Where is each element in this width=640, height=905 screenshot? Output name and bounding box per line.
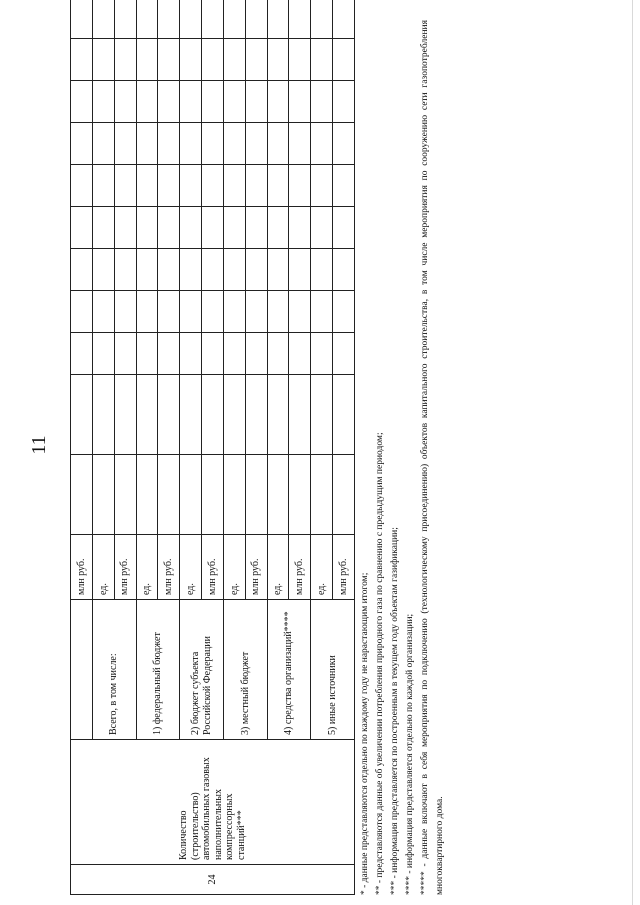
- unit-cell: ед.: [180, 535, 202, 600]
- value-cell: [245, 333, 267, 375]
- value-cell: [245, 39, 267, 81]
- value-cell: [114, 81, 136, 123]
- value-cell: [71, 81, 93, 123]
- unit-cell: ед.: [223, 535, 245, 600]
- unit-cell: млн руб.: [158, 535, 180, 600]
- value-cell: [311, 455, 333, 535]
- value-cell: [71, 207, 93, 249]
- value-cell: [267, 165, 289, 207]
- data-table: [70, 0, 355, 895]
- source-label: 2) бюджет субъекта Российской Федерации: [180, 600, 224, 740]
- value-cell: [311, 0, 333, 39]
- value-cell: [267, 291, 289, 333]
- value-cell: [267, 81, 289, 123]
- value-cell: [180, 165, 202, 207]
- value-cell: [114, 39, 136, 81]
- value-cell: [136, 0, 158, 39]
- value-cell: [223, 333, 245, 375]
- value-cell: [267, 0, 289, 39]
- value-cell: [92, 291, 114, 333]
- value-cell: [202, 165, 224, 207]
- value-cell: [245, 455, 267, 535]
- value-cell: [202, 249, 224, 291]
- value-cell: [311, 81, 333, 123]
- value-cell: [92, 249, 114, 291]
- value-cell: [333, 39, 355, 81]
- value-cell: [92, 39, 114, 81]
- value-cell: [114, 0, 136, 39]
- value-cell: [245, 0, 267, 39]
- value-cell: [333, 81, 355, 123]
- unit-cell: млн руб.: [114, 535, 136, 600]
- value-cell: [223, 123, 245, 165]
- value-cell: [136, 291, 158, 333]
- value-cell: [333, 249, 355, 291]
- unit-cell: ед.: [136, 535, 158, 600]
- value-cell: [223, 249, 245, 291]
- value-cell: [158, 291, 180, 333]
- value-cell: [180, 123, 202, 165]
- value-cell: [333, 123, 355, 165]
- value-cell: [158, 207, 180, 249]
- value-cell: [71, 0, 93, 39]
- value-cell: [92, 0, 114, 39]
- value-cell: [267, 249, 289, 291]
- value-cell: [92, 207, 114, 249]
- value-cell: [92, 375, 114, 455]
- value-cell: [289, 165, 311, 207]
- source-label: 5) иные источники: [311, 600, 355, 740]
- unit-cell: ед.: [311, 535, 333, 600]
- unit-cell: ед.: [92, 535, 114, 600]
- value-cell: [71, 39, 93, 81]
- value-cell: [289, 0, 311, 39]
- value-cell: [333, 291, 355, 333]
- value-cell: [245, 249, 267, 291]
- value-cell: [158, 333, 180, 375]
- value-cell: [289, 39, 311, 81]
- value-cell: [158, 39, 180, 81]
- value-cell: [311, 207, 333, 249]
- value-cell: [333, 333, 355, 375]
- footnote: ** - представляются данные об увеличении потребления природного газа по сравнению с предыдущим периодом;: [375, 432, 385, 895]
- footnote: *** - информация представляется по построенным в текущем году объектам газификации;: [390, 527, 400, 895]
- value-cell: [114, 375, 136, 455]
- value-cell: [158, 81, 180, 123]
- value-cell: [202, 455, 224, 535]
- value-cell: [158, 375, 180, 455]
- value-cell: [158, 0, 180, 39]
- value-cell: [92, 123, 114, 165]
- value-cell: [245, 81, 267, 123]
- value-cell: [267, 39, 289, 81]
- value-cell: [267, 207, 289, 249]
- value-cell: [311, 123, 333, 165]
- value-cell: [136, 375, 158, 455]
- footnote: **** - информация представляется отдельно по каждой организации;: [405, 613, 415, 895]
- source-label: 1) федеральный бюджет: [136, 600, 180, 740]
- value-cell: [136, 81, 158, 123]
- unit-cell: млн руб.: [245, 535, 267, 600]
- source-label: [71, 600, 93, 740]
- value-cell: [136, 39, 158, 81]
- value-cell: [114, 291, 136, 333]
- value-cell: [158, 165, 180, 207]
- value-cell: [267, 123, 289, 165]
- value-cell: [180, 39, 202, 81]
- value-cell: [311, 249, 333, 291]
- value-cell: [71, 375, 93, 455]
- value-cell: [202, 39, 224, 81]
- value-cell: [71, 123, 93, 165]
- unit-cell: ед.: [267, 535, 289, 600]
- value-cell: [136, 165, 158, 207]
- value-cell: [114, 165, 136, 207]
- value-cell: [114, 455, 136, 535]
- value-cell: [289, 291, 311, 333]
- value-cell: [180, 249, 202, 291]
- value-cell: [92, 333, 114, 375]
- value-cell: [289, 81, 311, 123]
- value-cell: [136, 123, 158, 165]
- value-cell: [180, 333, 202, 375]
- value-cell: [267, 333, 289, 375]
- value-cell: [180, 291, 202, 333]
- source-label: 3) местный бюджет: [223, 600, 267, 740]
- value-cell: [223, 39, 245, 81]
- source-label: Всего, в том числе:: [92, 600, 136, 740]
- value-cell: [311, 375, 333, 455]
- value-cell: [180, 375, 202, 455]
- unit-cell: млн руб.: [289, 535, 311, 600]
- value-cell: [311, 39, 333, 81]
- value-cell: [245, 123, 267, 165]
- value-cell: [136, 207, 158, 249]
- value-cell: [223, 207, 245, 249]
- value-cell: [71, 291, 93, 333]
- unit-cell: млн руб.: [333, 535, 355, 600]
- footnotes: [358, 20, 448, 895]
- value-cell: [333, 455, 355, 535]
- value-cell: [245, 375, 267, 455]
- value-cell: [223, 455, 245, 535]
- value-cell: [136, 333, 158, 375]
- value-cell: [223, 375, 245, 455]
- value-cell: [158, 249, 180, 291]
- value-cell: [245, 165, 267, 207]
- value-cell: [202, 123, 224, 165]
- value-cell: [158, 455, 180, 535]
- value-cell: [114, 249, 136, 291]
- unit-cell: млн руб.: [71, 535, 93, 600]
- value-cell: [311, 333, 333, 375]
- page-number: 11: [28, 435, 50, 455]
- value-cell: [202, 375, 224, 455]
- value-cell: [92, 165, 114, 207]
- value-cell: [71, 333, 93, 375]
- source-label: 4) средства организаций****: [267, 600, 311, 740]
- value-cell: [158, 123, 180, 165]
- value-cell: [180, 81, 202, 123]
- value-cell: [289, 333, 311, 375]
- value-cell: [202, 207, 224, 249]
- value-cell: [92, 455, 114, 535]
- value-cell: [223, 81, 245, 123]
- value-cell: [267, 455, 289, 535]
- value-cell: [202, 0, 224, 39]
- value-cell: [223, 0, 245, 39]
- row-number: 24: [71, 865, 355, 895]
- value-cell: [202, 291, 224, 333]
- value-cell: [136, 249, 158, 291]
- value-cell: [71, 249, 93, 291]
- value-cell: [180, 0, 202, 39]
- value-cell: [289, 455, 311, 535]
- value-cell: [333, 0, 355, 39]
- footnote: ***** - данные включают в себя мероприятия по подключению (технологическому присоединению) объектов капитального строительства, в том числе мероприятия по сооружению сети газопотребления многоквартирного дома.: [420, 20, 445, 895]
- scan-edge-line: [632, 0, 633, 905]
- value-cell: [202, 333, 224, 375]
- value-cell: [223, 291, 245, 333]
- value-cell: [289, 375, 311, 455]
- unit-cell: млн руб.: [202, 535, 224, 600]
- value-cell: [245, 291, 267, 333]
- value-cell: [267, 375, 289, 455]
- value-cell: [180, 455, 202, 535]
- table-row: [71, 0, 93, 895]
- value-cell: [180, 207, 202, 249]
- value-cell: [333, 375, 355, 455]
- footnote: * - данные представляются отдельно по каждому году не нарастающим итогом;: [360, 572, 370, 895]
- indicator-name: Количество (строительство) автомобильных газовых наполнительных компрессорных станций***: [71, 740, 355, 865]
- value-cell: [71, 165, 93, 207]
- value-cell: [114, 123, 136, 165]
- value-cell: [333, 207, 355, 249]
- value-cell: [114, 207, 136, 249]
- value-cell: [333, 165, 355, 207]
- value-cell: [92, 81, 114, 123]
- value-cell: [311, 291, 333, 333]
- value-cell: [245, 207, 267, 249]
- value-cell: [114, 333, 136, 375]
- value-cell: [223, 165, 245, 207]
- value-cell: [289, 249, 311, 291]
- value-cell: [202, 81, 224, 123]
- value-cell: [136, 455, 158, 535]
- value-cell: [289, 207, 311, 249]
- value-cell: [311, 165, 333, 207]
- value-cell: [71, 455, 93, 535]
- value-cell: [289, 123, 311, 165]
